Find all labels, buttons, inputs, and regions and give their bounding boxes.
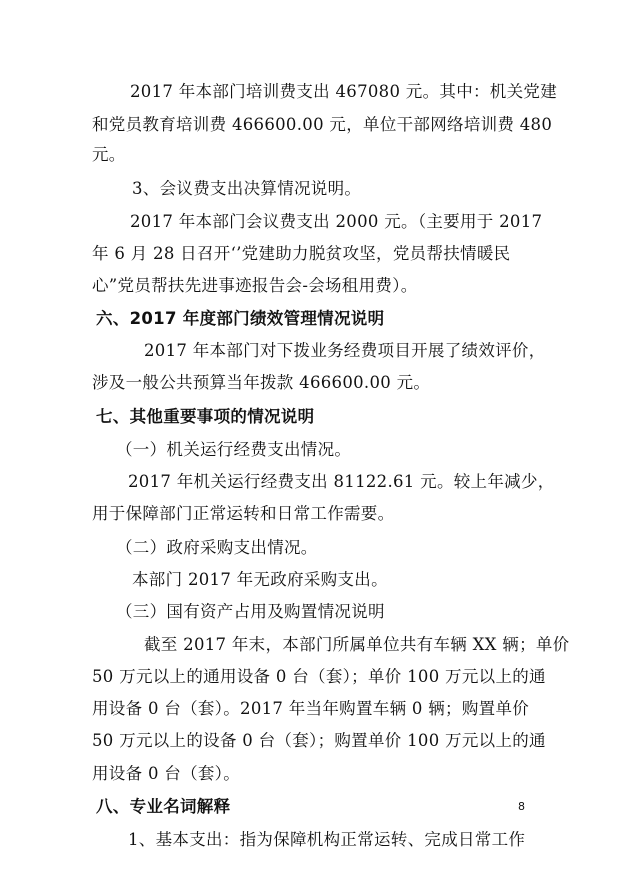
paragraph-line: 用于保障部门正常运转和日常工作需要。 [92, 504, 395, 523]
paragraph-line: 本部门 2017 年无政府采购支出。 [132, 570, 388, 589]
paragraph-line: 元。 [92, 145, 126, 164]
paragraph-line: 心”党员帮扶先进事迹报告会-会场租用费）。 [92, 276, 418, 295]
subsection-heading: （二）政府采购支出情况。 [116, 538, 318, 557]
paragraph-line: 2017 年本部门对下拨业务经费项目开展了绩效评价， [144, 341, 546, 360]
paragraph-line: 年 6 月 28 日召开‘’党建助力脱贫攻坚，党员帮扶情暖民 [92, 244, 511, 263]
section-heading: 八、专业名词解释 [96, 797, 231, 816]
section-heading: 七、其他重要事项的情况说明 [96, 407, 315, 426]
paragraph-line: 用设备 0 台（套）。2017 年当年购置车辆 0 辆；购置单价 [92, 699, 530, 718]
paragraph-line: 涉及一般公共预算当年拨款 466600.00 元。 [92, 373, 431, 392]
paragraph-line: 截至 2017 年末，本部门所属单位共有车辆 XX 辆；单价 [144, 635, 570, 654]
paragraph-line: 2017 年本部门会议费支出 2000 元。（主要用于 2017 [130, 212, 543, 231]
subsection-heading: （三）国有资产占用及购置情况说明 [116, 602, 385, 621]
subsection-heading: （一）机关运行经费支出情况。 [116, 440, 352, 459]
paragraph-line: 2017 年机关运行经费支出 81122.61 元。较上年减少， [128, 472, 555, 491]
paragraph-line: 和党员教育培训费 466600.00 元，单位干部网络培训费 480 [92, 115, 553, 134]
paragraph-line: 2017 年本部门培训费支出 467080 元。其中：机关党建 [130, 82, 558, 101]
paragraph-line: 50 万元以上的通用设备 0 台（套）；单价 100 万元以上的通 [92, 667, 546, 686]
paragraph-line: 1、基本支出：指为保障机构正常运转、完成日常工作 [128, 830, 526, 849]
page-number: 8 [518, 800, 525, 813]
paragraph-line: 50 万元以上的设备 0 台（套）；购置单价 100 万元以上的通 [92, 731, 546, 750]
section-heading: 六、2017 年度部门绩效管理情况说明 [96, 309, 385, 328]
paragraph-line: 用设备 0 台（套）。 [92, 764, 241, 783]
section-heading: 3、会议费支出决算情况说明。 [132, 179, 362, 198]
